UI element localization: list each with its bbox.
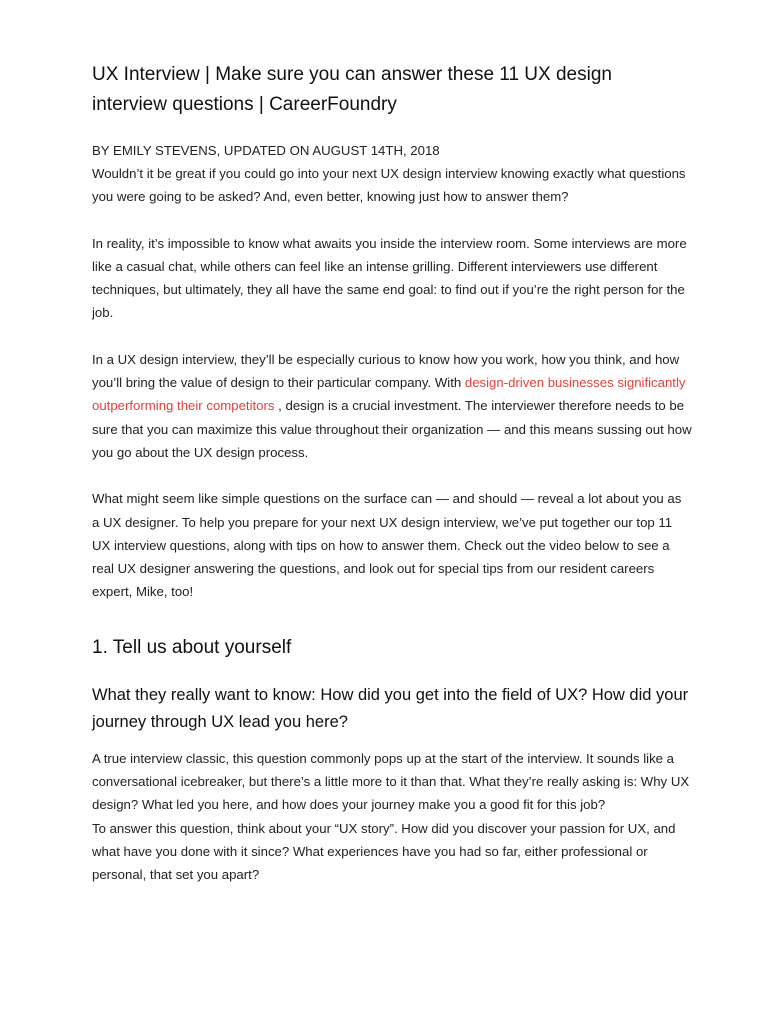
intro-paragraph-1: Wouldn’t it be great if you could go into your next UX design interview knowing exactly what questions you were going to be asked? And, even better, knowing just how to answer them? [92, 166, 686, 205]
byline: BY EMILY STEVENS, UPDATED ON AUGUST 14TH, 2018 [92, 143, 440, 158]
section-1-heading: 1. Tell us about yourself [92, 636, 292, 658]
intro-paragraph-3 [92, 348, 692, 464]
intro-paragraph-3-text-start: In a UX design interview, they’ll be especially curious to know how you work, how you think, and how you’ll bring the value of design to their particular company. With [92, 351, 680, 391]
section-1-paragraph-2: To answer this question, think about your “UX story”. How did you discover your passion for UX, and what have you done with it since? What experiences have you had so far, either professional or personal, that set you apart? [92, 820, 676, 883]
competitors-link[interactable]: design-driven businesses significantly outperforming their competitors [92, 375, 686, 414]
page-title: UX Interview | Make sure you can answer these 11 UX design interview questions | CareerFoundry [92, 64, 612, 115]
section-1-subheading: What they really want to know: How did you get into the field of UX? How did your journey through UX lead you here? [92, 685, 689, 731]
section-1-paragraph-1: A true interview classic, this question commonly pops up at the start of the interview. It sounds like a conversational icebreaker, but there’s a little more to it than that. What they’re really asking is: Why UX design? What led you here, and how does your journey make you a good fit for this job? [92, 750, 690, 813]
intro-paragraph-4: What might seem like simple questions on the surface can — and should — reveal a lot about you as a UX designer. To help you prepare for your next UX design interview, we’ve put together our top 11 UX interview questions, along with tips on how to answer them. Check out the video below to see a real UX designer answering the questions, and look out for special tips from our resident careers expert, Mike, too! [92, 491, 682, 600]
intro-paragraph-2: In reality, it’s impossible to know what awaits you inside the interview room. Some interviews are more like a casual chat, while others can feel like an intense grilling. Different interviewers use different techniques, but ultimately, they all have the same end goal: to find out if you’re the right person for the job. [92, 235, 687, 321]
intro-paragraph-3-text-end: , design is a crucial investment. The interviewer therefore needs to be sure that you can maximize this value throughout their organization — and this means sussing out how you go about the UX design process. [92, 398, 692, 460]
article [92, 60, 692, 887]
